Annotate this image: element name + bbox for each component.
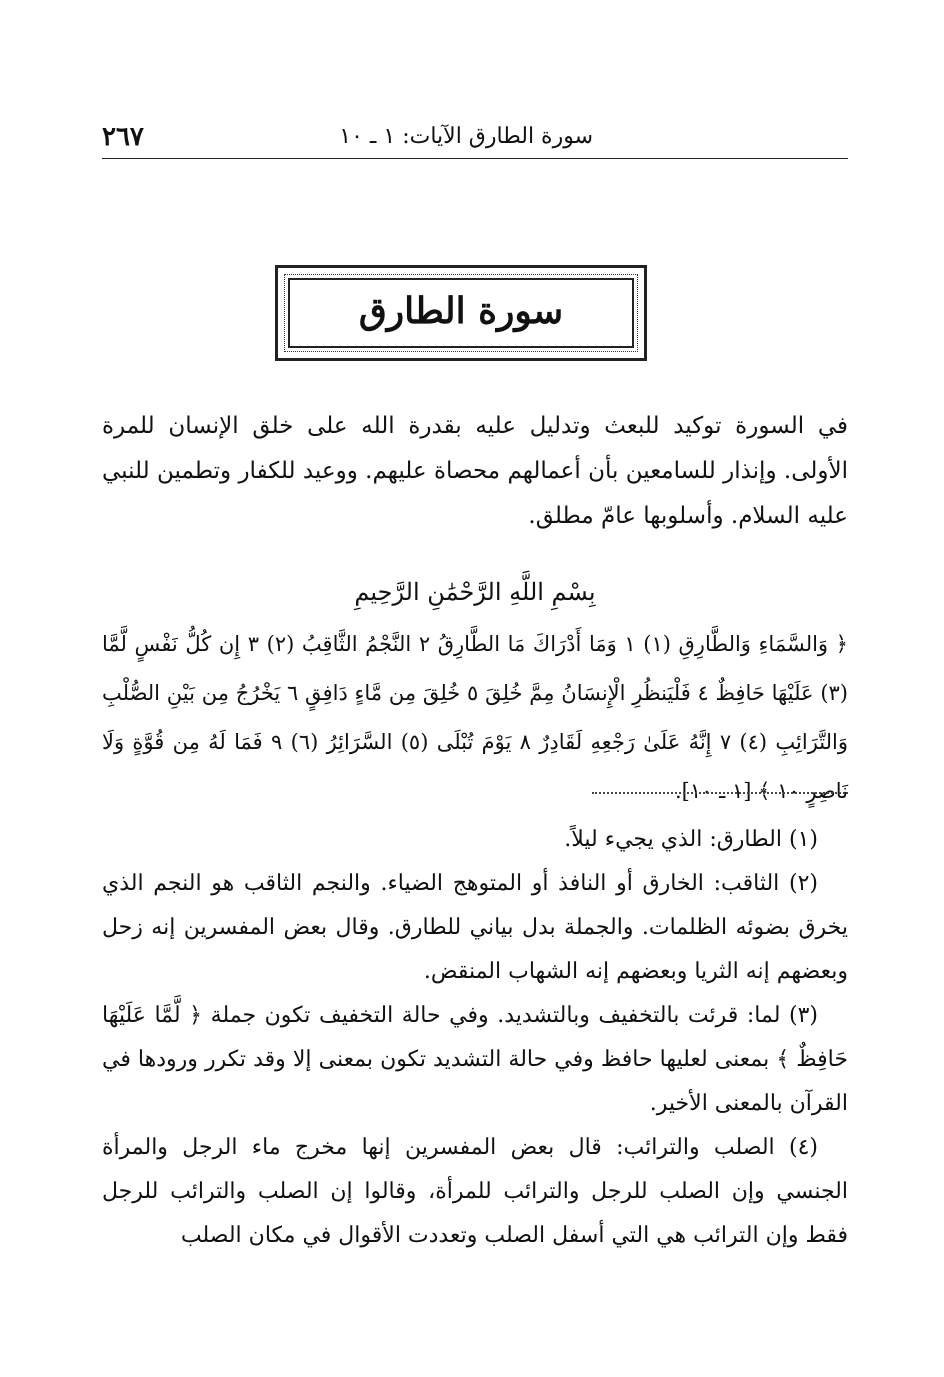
surah-title: سورة الطارق [358,290,564,332]
intro-paragraph: في السورة توكيد للبعث وتدليل عليه بقدرة الله على خلق الإنسان للمرة الأولى. وإنذار للسامعين بأن أعمالهم محصاة عليهم. ووعيد للكفار وتطمين للنبي عليه السلام. وأسلوبها عامّ مطلق. [102,413,848,529]
footnote-divider [592,792,848,794]
footnote: (٤) الصلب والترائب: قال بعض المفسرين إنها مخرج ماء الرجل والمرأة الجنسي وإن الصلب للرجل والترائب للمرأة، وقالوا إن الصلب والترائب للرجل فقط وإن الترائب هي التي أسفل الصلب وتعددت الأقوال في مكان الصلب [102,1135,848,1248]
footnote: (٣) لما: قرئت بالتخفيف وبالتشديد. وفي حالة التخفيف تكون جملة ﴿ لَّمَّا عَلَيْهَا حَافِظٌ ﴾ بمعنى لعليها حافظ وفي حالة التشديد تكون بمعنى إلا وقد تكرر ورودها في القرآن بالمعنى الأخير. [102,1003,848,1116]
page-header [102,118,848,159]
running-head: سورة الطارق الآيات: ١ ـ ١٠ [339,124,593,149]
basmala: بِسْمِ اللَّهِ الرَّحْمَٰنِ الرَّحِيمِ [354,578,596,606]
footnote: (٢) الثاقب: الخارق أو النافذ أو المتوهج الضياء. والنجم الثاقب هو النجم الذي يخرق بضوئه الظلمات. والجملة بدل بياني للطارق. وقال بعض المفسرين إنه زحل وبعضهم إنه الثريا وبعضهم إنه الشهاب المنقض. [102,871,848,984]
footnote: (١) الطارق: الذي يجيء ليلاً. [564,827,818,852]
quran-verses: ﴿ وَالسَّمَاءِ وَالطَّارِقِ (١) ١ وَمَا أَدْرَاكَ مَا الطَّارِقُ ٢ النَّجْمُ الثَّاقِبُ (٢) ٣ إِن كُلُّ نَفْسٍ لَّمَّا (٣) عَلَيْهَا حَافِظٌ ٤ فَلْيَنظُرِ الْإِنسَانُ مِمَّ خُلِقَ ٥ خُلِقَ مِن مَّاءٍ دَافِقٍ ٦ يَخْرُجُ مِن بَيْنِ الصُّلْبِ وَالتَّرَائِبِ (٤) ٧ إِنَّهُ عَلَىٰ رَجْعِهِ لَقَادِرٌ ٨ يَوْمَ تُبْلَى (٥) السَّرَائِرُ (٦) ٩ فَمَا لَهُ مِن قُوَّةٍ وَلَا نَاصِرٍ ١٠ ﴾ [١ ـ ١٠]. [102,632,849,803]
footnotes [102,818,848,1258]
page-number: ٢٦٧ [102,122,144,152]
surah-title-frame [275,265,647,361]
